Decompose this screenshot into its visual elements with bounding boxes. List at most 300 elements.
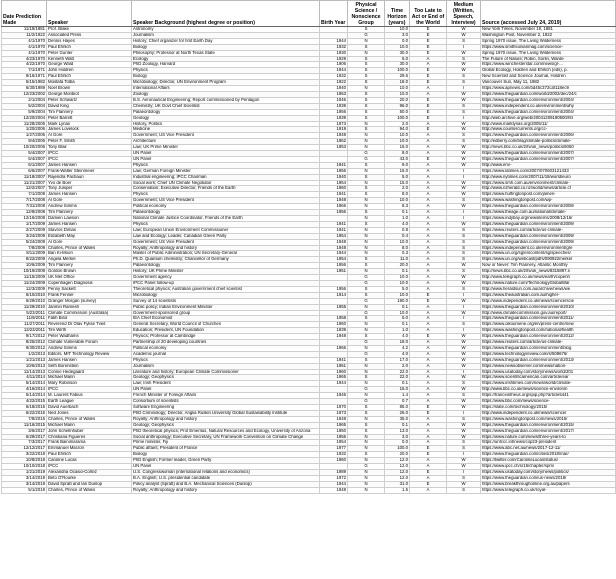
act-cell: E (410, 103, 447, 109)
speaker-cell: James Lovelock (47, 127, 132, 133)
background-cell: Geology; Geophysics (132, 422, 320, 428)
act-cell: A (410, 487, 447, 493)
act-cell: A (410, 62, 447, 68)
birth-year-cell: 1961 (320, 363, 348, 369)
source-cell: https://www.bbc.com/news/science- (481, 399, 616, 405)
birth-year-cell: 1960 (320, 322, 348, 328)
act-cell: A (410, 304, 447, 310)
background-cell: Medicine (132, 127, 320, 133)
group-cell: N (348, 204, 385, 210)
speaker-cell: Christiana Figueres (47, 434, 132, 440)
act-cell: E (410, 68, 447, 74)
header-group: Physical Science / Nonscience Group (348, 1, 385, 27)
source-cell: Spring 1970 issue, The Living Wilderness (481, 50, 616, 56)
speaker-cell: Tony Juniper (47, 186, 132, 192)
medium-cell: W (447, 280, 481, 286)
speaker-cell: Alexandria Ocasio-Cortez (47, 469, 132, 475)
group-cell: N (348, 458, 385, 464)
speaker-cell: Connie Hedegaard (47, 369, 132, 375)
group-cell: N (348, 180, 385, 186)
horizon-cell: 15.0 (385, 180, 410, 186)
group-cell: N (348, 139, 385, 145)
background-cell: Astronomy (132, 27, 320, 33)
birth-year-cell: 1944 (320, 251, 348, 257)
horizon-cell: 8.3 (385, 204, 410, 210)
source-cell: http://www.independent.co.uk/news/science/ (481, 410, 616, 416)
background-cell: Political economy (132, 345, 320, 351)
date-cell: 1/21/2013 (2, 357, 47, 363)
background-cell: Royalty; Anthropology and history (132, 487, 320, 493)
source-cell: https://www.huffingtonpost.com/james- (481, 192, 616, 198)
horizon-cell: 18.0 (385, 80, 410, 86)
medium-cell: S (447, 393, 481, 399)
horizon-cell: 0.1 (385, 304, 410, 310)
medium-cell: W (447, 428, 481, 434)
group-cell: S (348, 210, 385, 216)
source-cell: https://www.smh.com.au/environment/climate- (481, 180, 616, 186)
background-cell: Master of Public Administration; UN Secretary-General (132, 251, 320, 257)
group-cell: S (348, 405, 385, 411)
horizon-cell: 10.0 (385, 292, 410, 298)
birth-year-cell: 1954 (320, 257, 348, 263)
background-cell: Industrial engineering; IPCC Chairman (132, 174, 320, 180)
group-cell: N (348, 198, 385, 204)
source-cell: http://web.archive.org/web/20041209190500/htt (481, 115, 616, 121)
predictions-table (1, 0, 616, 494)
horizon-cell: 5.0 (385, 316, 410, 322)
speaker-cell: IPCC (47, 151, 132, 157)
act-cell: A (410, 387, 447, 393)
act-cell: E (410, 74, 447, 80)
act-cell: E (410, 334, 447, 340)
group-cell: N (348, 416, 385, 422)
horizon-cell: 15.0 (385, 387, 410, 393)
date-cell: 10/19/2009 (2, 269, 47, 275)
birth-year-cell: 1944 (320, 38, 348, 44)
table-body (2, 27, 616, 494)
birth-year-cell: 1944 (320, 68, 348, 74)
background-cell: Law and Ecology; Leader, Canadian Green Party (132, 233, 320, 239)
birth-year-cell: 1932 (320, 44, 348, 50)
medium-cell: W (447, 127, 481, 133)
birth-year-cell: 1965 (320, 422, 348, 428)
horizon-cell: 12.0 (385, 469, 410, 475)
horizon-cell: 10.0 (385, 139, 410, 145)
background-cell: UN Panel (132, 151, 320, 157)
group-cell: N (348, 121, 385, 127)
birth-year-cell: 1940 (320, 86, 348, 92)
act-cell: A (410, 251, 447, 257)
act-cell: A (410, 375, 447, 381)
birth-year-cell: 1960 (320, 458, 348, 464)
speaker-cell: John Holdren (47, 68, 132, 74)
background-cell: Government; US Vice President (132, 239, 320, 245)
medium-cell: W (447, 151, 481, 157)
speaker-cell: Yvo de Boer (47, 180, 132, 186)
act-cell: A (410, 434, 447, 440)
group-cell: G (348, 280, 385, 286)
speaker-cell: Michael Mann (47, 375, 132, 381)
date-cell: 6/30/1989 (2, 86, 47, 92)
group-cell: N (348, 269, 385, 275)
act-cell: E (410, 446, 447, 452)
source-cell: https://www.reuters.com/article/us-climate- (481, 227, 616, 233)
group-cell: S (348, 292, 385, 298)
date-cell: 5/24/2009 (2, 239, 47, 245)
medium-cell: I (447, 210, 481, 216)
horizon-cell: 26.0 (385, 410, 410, 416)
act-cell: A (410, 393, 447, 399)
background-cell: Social anthropology; Executive Secretary, UN Framework Convention on Climate Change (132, 434, 320, 440)
source-cell: https://www.smithsonianmag.com/science- (481, 44, 616, 50)
group-cell: G (348, 310, 385, 316)
date-cell: 4/1/1970 (2, 50, 47, 56)
horizon-cell: 0.1 (385, 422, 410, 428)
background-cell: Law; European Union Environment Commissioner (132, 227, 320, 233)
date-cell: 6/1/2007 (2, 162, 47, 168)
source-cell: https://www.theguardian.com/environment/2008/ (481, 204, 616, 210)
birth-year-cell: 1939 (320, 115, 348, 121)
birth-year-cell: 1940 (320, 174, 348, 180)
birth-year-cell: 1946 (320, 97, 348, 103)
date-cell: 11/29/2010 (2, 304, 47, 310)
act-cell: A (410, 269, 447, 275)
horizon-cell: 0.1 (385, 381, 410, 387)
act-cell: A (410, 86, 447, 92)
birth-year-cell: 1941 (320, 357, 348, 363)
group-cell: N (348, 133, 385, 139)
group-cell: S (348, 97, 385, 103)
birth-year-cell: 1948 (320, 133, 348, 139)
speaker-cell: Peter Schwartz (47, 97, 132, 103)
horizon-cell: 100.0 (385, 115, 410, 121)
medium-cell: S (447, 109, 481, 115)
birth-year-cell: 1962 (320, 139, 348, 145)
group-cell: N (348, 38, 385, 44)
birth-year-cell: 1948 (320, 245, 348, 251)
date-cell: 5/4/2007 (2, 151, 47, 157)
background-cell: Architecture (132, 139, 320, 145)
act-cell: A (410, 416, 447, 422)
source-cell: http://www.climatecommission.gov.au/report/ (481, 310, 616, 316)
speaker-cell: Tim Flannery (47, 109, 132, 115)
birth-year-cell: 1948 (320, 416, 348, 422)
source-cell: http://www.nzherald.co.nz/world/news/article.cf (481, 186, 616, 192)
source-cell: http://www.heraldsun.com.au/archive/news/we (481, 286, 616, 292)
medium-cell: I (447, 369, 481, 375)
date-cell: 3/14/2019 (2, 481, 47, 487)
background-cell: Law; Irish President (132, 381, 320, 387)
group-cell: S (348, 27, 385, 33)
act-cell: A (410, 162, 447, 168)
birth-year-cell: 1906 (320, 62, 348, 68)
date-cell: 9/17/2012 (2, 334, 47, 340)
speaker-cell: Mostafa Tolba (47, 80, 132, 86)
group-cell: N (348, 251, 385, 257)
speaker-cell: George Monbiot (47, 91, 132, 97)
medium-cell: W (447, 387, 481, 393)
source-cell: https://www.theguardian.com/environment/2004/ (481, 109, 616, 115)
medium-cell: I (447, 304, 481, 310)
date-cell: 6/18/2015 (2, 405, 47, 411)
group-cell: S (348, 221, 385, 227)
header-horizon: Time Horizon (years) (385, 1, 410, 27)
act-cell: A (410, 227, 447, 233)
date-cell: 12/23/2002 (2, 91, 47, 97)
medium-cell: W (447, 121, 481, 127)
horizon-cell: 17.0 (385, 357, 410, 363)
background-cell: Geology (132, 115, 320, 121)
date-cell: 12/3/2009 (2, 286, 47, 292)
source-cell: https://unfccc.int/news/cop23-president (481, 440, 616, 446)
medium-cell: W (447, 186, 481, 192)
speaker-cell: Michael Mann (47, 422, 132, 428)
background-cell: UN Panel (132, 156, 320, 162)
horizon-cell: 35.0 (385, 416, 410, 422)
background-cell: Consortium of scientists (132, 399, 320, 405)
horizon-cell: 31.0 (385, 481, 410, 487)
date-cell: 7/1/2008 (2, 192, 47, 198)
date-cell: 9/4/2006 (2, 139, 47, 145)
date-cell: 1/2/2013 (2, 351, 47, 357)
horizon-cell: 3.0 (385, 32, 410, 38)
medium-cell: W (447, 145, 481, 151)
date-cell: 11/16/2015 (2, 422, 47, 428)
date-cell: 9/30/2012 (2, 345, 47, 351)
medium-cell: S (447, 133, 481, 139)
medium-cell: W (447, 204, 481, 210)
date-cell: 4/11/2014 (2, 375, 47, 381)
act-cell: E (410, 469, 447, 475)
birth-year-cell: 1941 (320, 192, 348, 198)
source-cell: https://www.theguardian.com/world/2002/dec/24/c (481, 91, 616, 97)
group-cell: S (348, 174, 385, 180)
group-cell: N (348, 50, 385, 56)
background-cell: Software Engineering (132, 405, 320, 411)
background-cell: Physics (132, 357, 320, 363)
group-cell: N (348, 434, 385, 440)
group-cell: S (348, 357, 385, 363)
source-cell: https://www.un.org/sg/en/content/sg/speeches/ (481, 251, 616, 257)
birth-year-cell: 1977 (320, 446, 348, 452)
medium-cell: W (447, 62, 481, 68)
medium-cell: S (447, 322, 481, 328)
act-cell: E (410, 27, 447, 33)
speaker-cell: Kenneth Watt (47, 56, 132, 62)
act-cell: A (410, 186, 447, 192)
date-cell: 1/17/2009 (2, 221, 47, 227)
act-cell: A (410, 351, 447, 357)
date-cell: 3/6/2017 (2, 428, 47, 434)
background-cell: Palaeontology (132, 263, 320, 269)
date-cell: 11/2/1922 (2, 32, 47, 38)
date-cell: 12/23/2011 (2, 328, 47, 334)
speaker-cell: Earth League (47, 399, 132, 405)
horizon-cell: 0.4 (385, 233, 410, 239)
speaker-cell: Ban Ki-Moon (47, 251, 132, 257)
speaker-cell: James Hansen (47, 221, 132, 227)
source-cell: http://www.countercurrents.org/cc- (481, 127, 616, 133)
group-cell: S (348, 186, 385, 192)
medium-cell: W (447, 97, 481, 103)
group-cell: S (348, 56, 385, 62)
horizon-cell: 8.0 (385, 151, 410, 157)
group-cell: S (348, 286, 385, 292)
source-cell: https://www.theguardian.com/environment/2017/ (481, 428, 616, 434)
medium-cell: W (447, 91, 481, 97)
medium-cell: S (447, 103, 481, 109)
background-cell: Biology (132, 452, 320, 458)
date-cell: 5/14/2014 (2, 381, 47, 387)
medium-cell: W (447, 275, 481, 281)
birth-year-cell: 1930 (320, 50, 348, 56)
medium-cell: W (447, 263, 481, 269)
speaker-cell: Charles, Prince of Wales (47, 245, 132, 251)
medium-cell: I (447, 410, 481, 416)
source-cell: New Scientist and Science Journal, Holdren (481, 74, 616, 80)
background-cell: Zoology (132, 91, 320, 97)
speaker-cell: Peter Wadhams (47, 334, 132, 340)
birth-year-cell: 1953 (320, 145, 348, 151)
medium-cell: W (447, 221, 481, 227)
header-birth-year: Birth Year (320, 1, 348, 27)
source-cell: https://www.theguardian.com/environment/2010/ (481, 304, 616, 310)
act-cell: A (410, 133, 447, 139)
speaker-cell: Climate Commission (Australia) (47, 310, 132, 316)
speaker-cell: Tim Wirth (47, 328, 132, 334)
horizon-cell: 18.0 (385, 340, 410, 346)
speaker-cell: Tim Flannery (47, 263, 132, 269)
background-cell: Physics (132, 68, 320, 74)
source-cell: https://www.theguardian.com/environment/2009/ (481, 239, 616, 245)
group-cell: G (348, 32, 385, 38)
speaker-cell: UK Met Office (47, 275, 132, 281)
group-cell: N (348, 322, 385, 328)
group-cell: N (348, 381, 385, 387)
act-cell: A (410, 428, 447, 434)
source-cell: https://www.theguardian.com/environment/2012/ (481, 334, 616, 340)
background-cell: International Affairs (132, 86, 320, 92)
date-cell: 11/27/2011 (2, 322, 47, 328)
act-cell: A (410, 363, 447, 369)
birth-year-cell: 1954 (320, 180, 348, 186)
medium-cell: W (447, 375, 481, 381)
source-cell: http://www.telegraph.co.uk/news/earth/copenh (481, 275, 616, 281)
speaker-cell: David King (47, 103, 132, 109)
speaker-cell: IPCC (47, 156, 132, 162)
speaker-cell: James Hansen (47, 357, 132, 363)
horizon-cell: 9.0 (385, 162, 410, 168)
act-cell: A (410, 139, 447, 145)
act-cell: E (410, 452, 447, 458)
source-cell: https://www.theguardian.com/environment/2007/ (481, 156, 616, 162)
speaker-cell: Climate Vulnerable Forum (47, 340, 132, 346)
medium-cell: W (447, 481, 481, 487)
source-cell: https://www.washingtonpost.com/news/2015/ (481, 416, 616, 422)
background-cell: B.S. Aeronautical Engineering; Report commissioned by Pentagon (132, 97, 320, 103)
source-cell: https://www.theguardian.com/environment/blog (481, 345, 616, 351)
birth-year-cell: 1922 (320, 80, 348, 86)
horizon-cell: 13.0 (385, 428, 410, 434)
date-cell: 3/24/2009 (2, 233, 47, 239)
date-cell: 6/29/2010 (2, 298, 47, 304)
group-cell: N (348, 469, 385, 475)
medium-cell: S (447, 74, 481, 80)
group-cell: S (348, 410, 385, 416)
background-cell: Philosophy; Professor at North Texas State (132, 50, 320, 56)
background-cell: Geology; Geophysics (132, 375, 320, 381)
horizon-cell: 0.1 (385, 269, 410, 275)
birth-year-cell: 1972 (320, 475, 348, 481)
background-cell: Political economy (132, 204, 320, 210)
horizon-cell: 20.0 (385, 452, 410, 458)
horizon-cell: 2.0 (385, 186, 410, 192)
act-cell: A (410, 310, 447, 316)
horizon-cell: 4.0 (385, 334, 410, 340)
speaker-cell: Charles, Prince of Wales (47, 416, 132, 422)
speaker-cell: Copenhagen Diagnosis (47, 280, 132, 286)
background-cell: History, Politics (132, 121, 320, 127)
header-speaker: Speaker (47, 1, 132, 27)
medium-cell: S (447, 475, 481, 481)
horizon-cell: 96.0 (385, 103, 410, 109)
background-cell: Government agency (132, 275, 320, 281)
medium-cell: S (447, 139, 481, 145)
group-cell: S (348, 257, 385, 263)
background-cell: Government-sponsored group (132, 310, 320, 316)
horizon-cell: 10.0 (385, 133, 410, 139)
group-cell: N (348, 481, 385, 487)
header-date: Date Prediction Made (2, 1, 47, 27)
birth-year-cell: 1989 (320, 469, 348, 475)
speaker-cell: Paul Ehrlich (47, 452, 132, 458)
medium-cell: W (447, 345, 481, 351)
background-cell: Biology (132, 44, 320, 50)
source-cell: Washington Post, November 2, 1922 (481, 32, 616, 38)
medium-cell: W (447, 310, 481, 316)
horizon-cell: 1.0 (385, 216, 410, 222)
background-cell: Chemistry; UK Govt Chief Scientist (132, 103, 320, 109)
birth-year-cell: 1966 (320, 204, 348, 210)
source-cell: https://www.usatoday.com/story/news/politics/ (481, 469, 616, 475)
speaker-cell: Granger Morgan (survey) (47, 298, 132, 304)
source-cell: https://www.theguardian.com/environment/2013/ (481, 357, 616, 363)
group-cell: S (348, 127, 385, 133)
group-cell: N (348, 475, 385, 481)
birth-year-cell: 1948 (320, 239, 348, 245)
source-cell: https://www.winchesterstar.com/news/gl-... (481, 62, 616, 68)
date-cell: 9/16/1971 (2, 74, 47, 80)
date-cell: 11/21/2007 (2, 180, 47, 186)
group-cell: N (348, 440, 385, 446)
speaker-cell: Fatih Birol (47, 316, 132, 322)
medium-cell: W (447, 434, 481, 440)
speaker-cell: Andrew Simms (47, 204, 132, 210)
source-cell: https://www.theguardian.com/environment/2006/ (481, 133, 616, 139)
horizon-cell: 0.3 (385, 251, 410, 257)
act-cell: A (410, 151, 447, 157)
source-cell: https://www.nature.com/TechnologyGlobalWar (481, 280, 616, 286)
date-cell: 6/29/2017 (2, 434, 47, 440)
birth-year-cell: 1973 (320, 410, 348, 416)
background-cell: Physics (132, 162, 320, 168)
group-cell: N (348, 304, 385, 310)
date-cell: 12/9/2008 (2, 210, 47, 216)
date-cell: 7/3/2017 (2, 440, 47, 446)
group-cell: N (348, 239, 385, 245)
header-act-or-end: Too Late to Act or End of the World (410, 1, 447, 27)
background-cell: Journalism (132, 363, 320, 369)
